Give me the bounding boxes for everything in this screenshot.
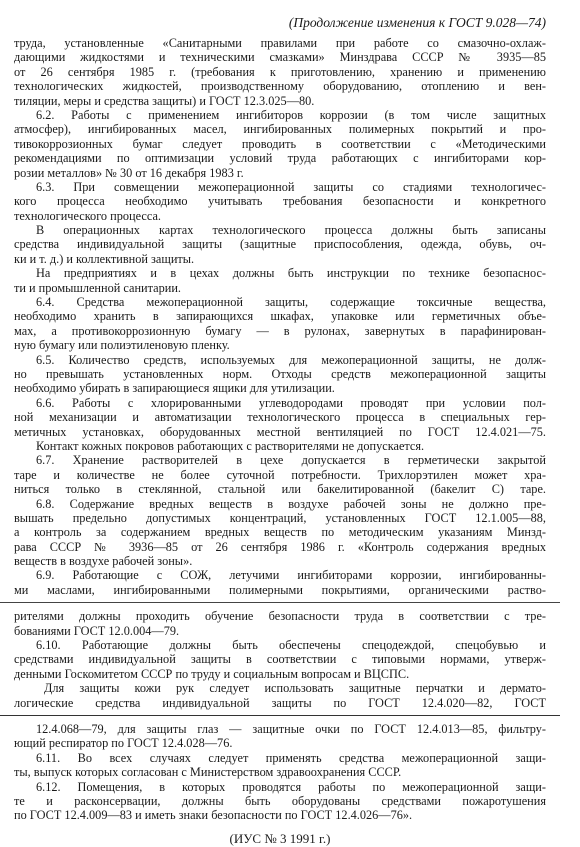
text-line: тивокоррозионных бумаг следует проводить в соответствии с «Методическими xyxy=(14,136,546,151)
text-line: средства индивидуальной защиты (защитные приспособления, одежда, обувь, оч- xyxy=(14,237,546,252)
text-line: ки и т. д.) и коллективной защиты. xyxy=(14,251,195,266)
source-note: (ИУС № 3 1991 г.) xyxy=(229,830,331,846)
text-line: мах, а противокоррозионную бумагу — в рулонах, завернутых в парафинирован- xyxy=(14,323,546,338)
text-line: таре и количестве не более суточной потребности. Трихлорэтилен может хра- xyxy=(14,467,546,482)
text-line: от 26 сентября 1985 г. (требования к приготовлению, хранению и применению xyxy=(14,64,546,79)
text-line: 6.7. Хранение растворителей в цехе допускается в герметически закрытой xyxy=(36,453,546,468)
text-line: ми маслами, ингибированными полимерными покрытиями, органическими раство- xyxy=(14,582,546,597)
continuation-header: (Продолжение изменения к ГОСТ 9.028—74) xyxy=(288,15,546,30)
text-line: необходимо хранить в запирающихся шкафах, упаковке или герметичных объе- xyxy=(14,309,546,324)
text-line: рава СССР № 3936—85 от 26 сентября 1986 г. «Контроль содержания вредных xyxy=(14,539,546,554)
text-line: атмосфер), ингибированных масел, ингибированных полимерных покрытий и про- xyxy=(14,122,546,137)
text-line: 6.2. Работы с применением ингибиторов коррозии (в том числе защитных xyxy=(36,107,546,122)
text-section-2 xyxy=(14,609,546,710)
text-line: 6.3. При совмещении межоперационной защиты со стадиями технологичес- xyxy=(36,179,546,194)
text-line: ты, выпуск которых согласован с Министерством здравоохранения СССР. xyxy=(14,765,402,780)
text-line: те и расконсервации, должны быть оборудованы средствами пожаротушения xyxy=(14,793,546,808)
text-line: Контакт кожных покровов работающих с растворителями не допускается. xyxy=(36,438,425,453)
text-line: необходимо убирать в запирающиеся ящики для утилизации. xyxy=(14,381,335,396)
text-line: ющий респиратор по ГОСТ 12.4.028—76. xyxy=(14,736,233,751)
text-line: денными Госкомитетом СССР по труду и социальным вопросам и ВЦСПС. xyxy=(14,666,410,681)
text-line: тиляции, меры и средства защиты) и ГОСТ 12.3.025—80. xyxy=(14,93,315,108)
text-line: веществ в воздухе рабочей зоны». xyxy=(14,554,193,569)
text-line: но превышать установленных норм. Отходы средств межоперационной защиты xyxy=(14,366,546,381)
text-line: 6.9. Работающие с СОЖ, летучими ингибиторами коррозии, ингибированны- xyxy=(36,568,546,583)
text-line: 6.10. Работающие должны быть обеспечены спецодеждой, спецобувью и xyxy=(36,638,546,653)
text-line: 6.12. Помещения, в которых проводятся работы по межоперационной защи- xyxy=(36,779,546,794)
text-line: технологического процесса. xyxy=(14,208,161,223)
section-divider-2 xyxy=(0,715,560,716)
text-line: а контроль за содержанием вредных веществ по методическим указаниям Минзд- xyxy=(14,525,546,540)
text-line: вышать предельно допустимых концентраций, установленных ГОСТ 12.1.005—88, xyxy=(14,510,546,525)
text-line: 6.11. Во всех случаях следует применять средства межоперационной защи- xyxy=(36,750,546,765)
text-line: ниться только в стеклянной, стальной или бакелитированной (бакелит С) таре. xyxy=(14,482,546,497)
text-line: 6.5. Количество средств, используемых для межоперационной защиты, не долж- xyxy=(36,352,546,367)
text-line: Для защиты кожи рук следует использовать защитные перчатки и дермато- xyxy=(44,681,546,696)
text-line: труда, установленные «Санитарными правилами при работе со смазочно-охлаж- xyxy=(14,36,546,50)
text-line: 6.4. Средства межоперационной защиты, содержащие токсичные вещества, xyxy=(36,295,546,310)
text-section-1 xyxy=(14,36,546,597)
text-line: логические средства индивидуальной защиты по ГОСТ 12.4.020—82, ГОСТ xyxy=(14,695,546,710)
text-line: рителями должны проходить обучение безопасности труда в соответствии с тре- xyxy=(14,609,546,624)
text-line: дающими жидкостями и техническими смазками» Минздрава СССР № 3935—85 xyxy=(14,50,546,65)
text-line: В операционных картах технологического процесса должны быть записаны xyxy=(36,223,546,238)
text-line: 6.6. Работы с хлорированными углеводородами проводят при условии пол- xyxy=(36,395,546,410)
text-line: ной механизации и автоматизации технологического процесса в специальных гер- xyxy=(14,410,546,425)
text-line: по ГОСТ 12.4.009—83 и иметь знаки безопасности по ГОСТ 12.4.026—76». xyxy=(14,808,413,823)
section-divider-1 xyxy=(0,602,560,603)
text-line: кого процесса необходимо учитывать требования безопасности и конкретного xyxy=(14,194,546,209)
text-section-3 xyxy=(14,722,546,823)
text-line: 12.4.068—79, для защиты глаз — защитные очки по ГОСТ 12.4.013—85, фильтру- xyxy=(36,721,546,736)
text-line: 6.8. Содержание вредных веществ в воздухе рабочей зоны не должно пре- xyxy=(36,496,546,511)
text-line: средствами индивидуальной защиты в соответствии с типовыми нормами, утверж- xyxy=(14,652,546,667)
text-line: ную бумагу или полиэтиленовую пленку. xyxy=(14,338,230,353)
text-line: розии металлов» № 30 от 16 декабря 1983 г. xyxy=(14,165,244,180)
text-line: На предприятиях и в цехах должны быть инструкции по технике безопаснос- xyxy=(36,266,546,281)
text-line: метичных установках, оборудованных местной вентиляцией по ГОСТ 12.4.021—75. xyxy=(14,424,546,439)
text-line: технологических жидкостей, производственному оборудованию, отоплению и вен- xyxy=(14,79,546,94)
text-line: ти и промышленной санитарии. xyxy=(14,280,181,295)
text-line: рекомендациями по оптимизации условий труда работающих с ингибиторами кор- xyxy=(14,151,546,166)
text-line: бованиями ГОСТ 12.0.004—79. xyxy=(14,623,180,638)
